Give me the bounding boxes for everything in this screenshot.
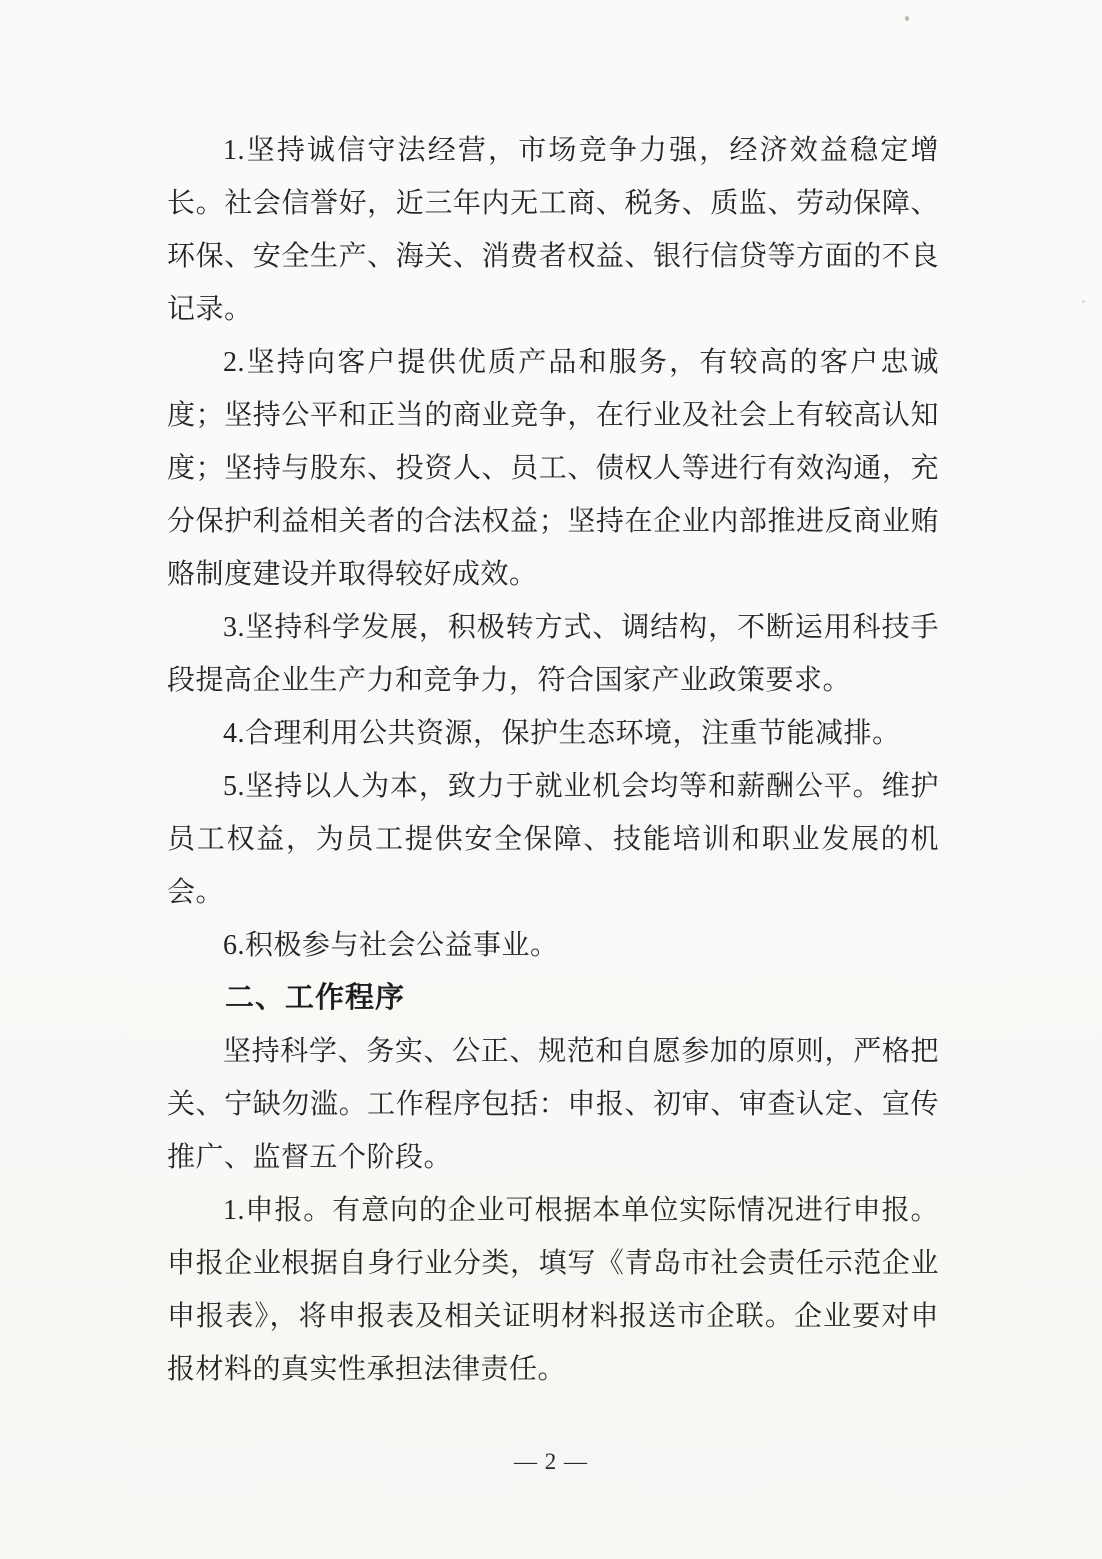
- page-number: — 2 —: [514, 1449, 588, 1474]
- paragraph-procedure-step-1: 1.申报。有意向的企业可根据本单位实际情况进行申报。申报企业根据自身行业分类，填写《青岛市社会责任示范企业申报表》，将申报表及相关证明材料报送市企联。企业要对申报材料的真实性承担法律责任。: [167, 1195, 939, 1385]
- scan-speck: [905, 16, 909, 21]
- paragraph-criteria-6: 6.积极参与社会公益事业。: [223, 930, 559, 961]
- document-body: [167, 124, 939, 1396]
- paragraph-criteria-3: 3.坚持科学发展，积极转方式、调结构，不断运用科技手段提高企业生产力和竞争力，符合国家产业政策要求。: [167, 612, 939, 696]
- paragraph-criteria-4: 4.合理利用公共资源，保护生态环境，注重节能减排。: [223, 718, 901, 749]
- paragraph-criteria-1: 1.坚持诚信守法经营，市场竞争力强，经济效益稳定增长。社会信誉好，近三年内无工商、税务、质监、劳动保障、环保、安全生产、海关、消费者权益、银行信贷等方面的不良记录。: [167, 135, 939, 325]
- paragraph-procedure-intro: 坚持科学、务实、公正、规范和自愿参加的原则，严格把关、宁缺勿滥。工作程序包括：申报、初审、审查认定、宣传推广、监督五个阶段。: [167, 1036, 939, 1173]
- paragraph-criteria-2: 2.坚持向客户提供优质产品和服务，有较高的客户忠诚度；坚持公平和正当的商业竞争，在行业及社会上有较高认知度；坚持与股东、投资人、员工、债权人等进行有效沟通，充分保护利益相关者的合法权益；坚持在企业内部推进反商业贿赂制度建设并取得较好成效。: [167, 347, 939, 590]
- section-heading-work-procedure: 二、工作程序: [225, 982, 406, 1014]
- paragraph-criteria-5: 5.坚持以人为本，致力于就业机会均等和薪酬公平。维护员工权益，为员工提供安全保障、技能培训和职业发展的机会。: [167, 771, 939, 908]
- scan-speck: [1082, 300, 1085, 303]
